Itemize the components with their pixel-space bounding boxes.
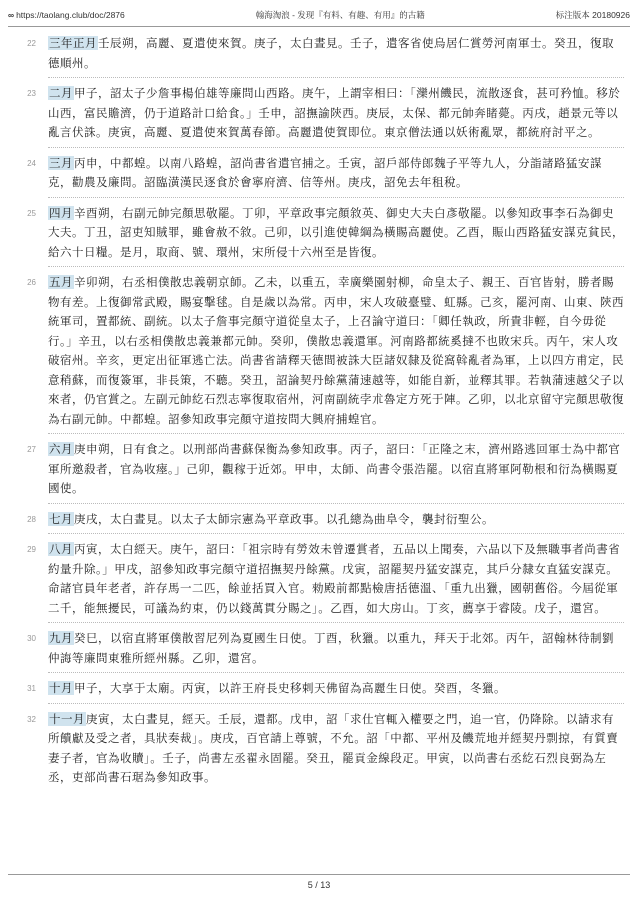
paragraph-number: 24 — [27, 158, 36, 168]
paragraph-separator — [48, 433, 624, 434]
paragraph-separator — [48, 77, 624, 78]
paragraph-number: 23 — [27, 89, 36, 98]
paragraph — [14, 710, 624, 788]
date-tag[interactable]: 五月 — [49, 275, 73, 289]
date-tag[interactable]: 十月 — [49, 681, 73, 695]
page-header — [8, 8, 630, 22]
footer-divider — [8, 874, 630, 875]
paragraph-text — [48, 679, 624, 699]
date-tag[interactable]: 四月 — [49, 205, 73, 220]
paragraph-body: 庚申朔，日有食之。以刑部尚書蘇保衡為參知政事。丙子，詔曰：「正隆之末，濟州路逃回軍士為中都官軍所邀殺者，官為收瘞。」己卯，觀稼于近郊。甲申，太師、尚書令張浩罷。以宿直將軍阿勒根和衍為橫賜夏國使。 — [48, 442, 621, 495]
paragraph-text — [48, 440, 624, 499]
paragraph-separator — [48, 197, 624, 198]
paragraph-body: 庚寅，太白晝見，經天。壬辰，還都。戊申，詔「求仕官輒入權要之門，追一官，仍降除。以請求有所饋獻及受之者，具狀奏裁」。庚戌，百官請上尊號，不允。詔「中都、平州及饑荒地并經契丹剽掠，有質賣妻子者，官為收贖」。壬子，尚書左丞翟永固罷。癸丑，罷貢金線段疋。甲寅，以尚書右丞紇石烈良弼為左丞，吏部尚書石琚為參知政事。 — [48, 711, 619, 784]
paragraph-separator — [48, 672, 624, 673]
page-number: 5 / 13 — [307, 880, 331, 890]
date-tag[interactable]: 七月 — [49, 511, 73, 526]
paragraph-body: 癸巳，以宿直將軍僕散習尼列為夏國生日使。丁酉，秋獵。以重九，拜天于北郊。丙午，詔翰林待制劉仲誨等廉問東雅所經州縣。乙卯，還宮。 — [48, 631, 614, 665]
paragraph — [14, 629, 624, 668]
taolang-logo-icon: ∞ — [8, 10, 14, 20]
paragraph-text — [48, 34, 624, 73]
paragraph — [14, 510, 624, 530]
paragraph — [14, 440, 624, 499]
paragraph-number: 32 — [27, 714, 36, 724]
paragraph — [14, 540, 624, 618]
paragraph-text — [48, 629, 624, 668]
date-tag[interactable]: 六月 — [49, 442, 73, 456]
source-url[interactable] — [8, 10, 125, 20]
paragraph-body: 丙申，中都蝗。以南八路蝗，詔尚書省遣官捕之。壬寅，詔戶部侍郎魏子平等九人，分詣諸路猛安謀克，勸農及廉問。詔臨潢漢民逐食於會寧府濟、信等州。庚戌，詔免去年租稅。 — [48, 155, 602, 189]
header-divider — [8, 26, 630, 27]
paragraph-separator — [48, 703, 624, 704]
paragraph-body: 甲子，大享于太廟。丙寅，以許王府長史移剌天佛留為高麗生日使。癸酉，冬獵。 — [74, 681, 506, 695]
date-tag[interactable]: 九月 — [49, 631, 73, 645]
paragraph-body: 辛酉朔，右副元帥完顏思敬罷。丁卯，平章政事完顏敘英、御史大夫白彥敬罷。以參知政事李石為御史大夫。丁丑，詔吏知賊罪，雖會赦不敘。己卯，以引進使韓綱為橫賜高麗使。乙酉，賑山西路猛安謀克貧民，給六十日糧。是月，取商、號、環州，宋所侵十六州至是皆復。 — [48, 205, 624, 259]
document-body — [14, 34, 624, 788]
paragraph-number: 25 — [27, 208, 36, 218]
date-tag[interactable]: 二月 — [49, 86, 73, 100]
site-title: 翰海淘浪 - 发现『有料、有趣、有用』的古籍 — [255, 10, 425, 20]
paragraph-body: 庚戌，太白晝見。以太子太師宗憲為平章政事。以孔總為曲阜令，襲封衍聖公。 — [74, 511, 494, 526]
paragraph — [14, 679, 624, 699]
paragraph — [14, 273, 624, 429]
paragraph-text — [48, 710, 624, 788]
paragraph-separator — [48, 533, 624, 534]
paragraph-number: 31 — [27, 684, 36, 693]
date-tag[interactable]: 三月 — [49, 155, 73, 170]
paragraph — [14, 34, 624, 73]
paragraph — [14, 204, 624, 263]
paragraph-number: 27 — [27, 445, 36, 454]
paragraph — [14, 154, 624, 193]
paragraph-body: 辛卯朔，右丞相僕散忠義朝京師。乙未，以重五，幸廣樂園射柳，命皇太子、親王、百官皆射，勝者賜物有差。上復御常武殿，賜宴擊毬。自是歲以為常。丙申，宋人攻破臺璧、虹縣。己亥，罷河南、山東、陝西統軍司，置都統、副統。以太子詹事完顏守道從皇太子，上召論守道曰：「卿任執政，所貴非輕，自今毋從行。」辛丑，以右丞相僕散忠義兼都元帥。癸卯，僕散忠義還軍。河南路都統奚撻不也敗宋兵。丙午，宋人攻破宿州。辛亥，更定出征軍逃亡法。尚書省請釋天德間被誅大臣諸奴隸及從窩斡亂者為軍，上以四方甫定，民意稍蘇，而復簽軍，非長策，不聽。癸丑，詔論契丹餘黨蒲速越等，如能自新，並釋其罪。若執蒲速越父子以來者，仍官賞之。左副元帥紇石烈志寧復取宿州，河南副統孛朮魯定方死于陣。乙卯，以北京留守完顏思敬復為右副元帥。中都蝗。詔參知政事完顏守道按問大興府捕蝗官。 — [48, 275, 624, 426]
paragraph-text — [48, 510, 624, 530]
paragraph-text — [48, 540, 624, 618]
paragraph-separator — [48, 503, 624, 504]
version-label: 标注版本 20180926 — [555, 10, 630, 20]
date-tag[interactable]: 十一月 — [49, 711, 85, 726]
paragraph-text — [48, 273, 624, 429]
date-tag[interactable]: 三年正月 — [49, 36, 97, 50]
paragraph-text — [48, 154, 624, 193]
paragraph-separator — [48, 622, 624, 623]
paragraph — [14, 84, 624, 143]
paragraph-separator — [48, 266, 624, 267]
paragraph-body: 丙寅，太白經天。庚午，詔曰：「祖宗時有勞效未曾遷賞者，五品以上聞奏，六品以下及無職事者尚書省約量升除。」甲戌，詔參知政事完顏守道招撫契丹餘黨。戊寅，詔罷契丹猛安謀克，其戶分隸女直猛安謀克。命諸官員年老者，許存馬一二匹，餘並括買入官。勑殿前都點檢唐括德溫、「重九出獵，國朝舊俗。今屆從軍二千，能無擾民，可議為約束，仍以錢萬貫分賜之」。乙酉，如大房山。丁亥，薦享于睿陵。戊子，還宮。 — [48, 542, 621, 615]
url-text: https://taolang.club/doc/2876 — [16, 10, 125, 20]
paragraph-body: 甲子，詔太子少詹事楊伯雄等廉問山西路。庚午，上謂宰相曰：「灤州饑民，流散逐食，甚可矜恤。移於山西，富民贍濟，仍于道路計口給食。」壬申，詔撫諭陝西。庚辰，太保、都元帥奔睹薨。丙戌，趙景元等以亂言伏誅。庚寅，高麗、夏遣使來賀萬春節。高麗遣使賀即位。東京僧法通以妖術亂眾，都統府討平之。 — [48, 86, 621, 139]
paragraph-text — [48, 84, 624, 143]
paragraph-number: 26 — [27, 278, 36, 287]
paragraph-number: 22 — [27, 39, 36, 48]
paragraph-number: 28 — [27, 514, 36, 524]
date-tag[interactable]: 八月 — [49, 542, 73, 556]
paragraph-number: 30 — [27, 634, 36, 643]
paragraph-separator — [48, 147, 624, 148]
paragraph-number: 29 — [27, 545, 36, 554]
paragraph-text — [48, 204, 624, 263]
paragraph-body: 壬辰朔，高麗、夏遣使來賀。庚子，太白晝見。壬子，遣客省使烏居仁賞勞河南軍士。癸丑，復取德順州。 — [48, 36, 614, 70]
